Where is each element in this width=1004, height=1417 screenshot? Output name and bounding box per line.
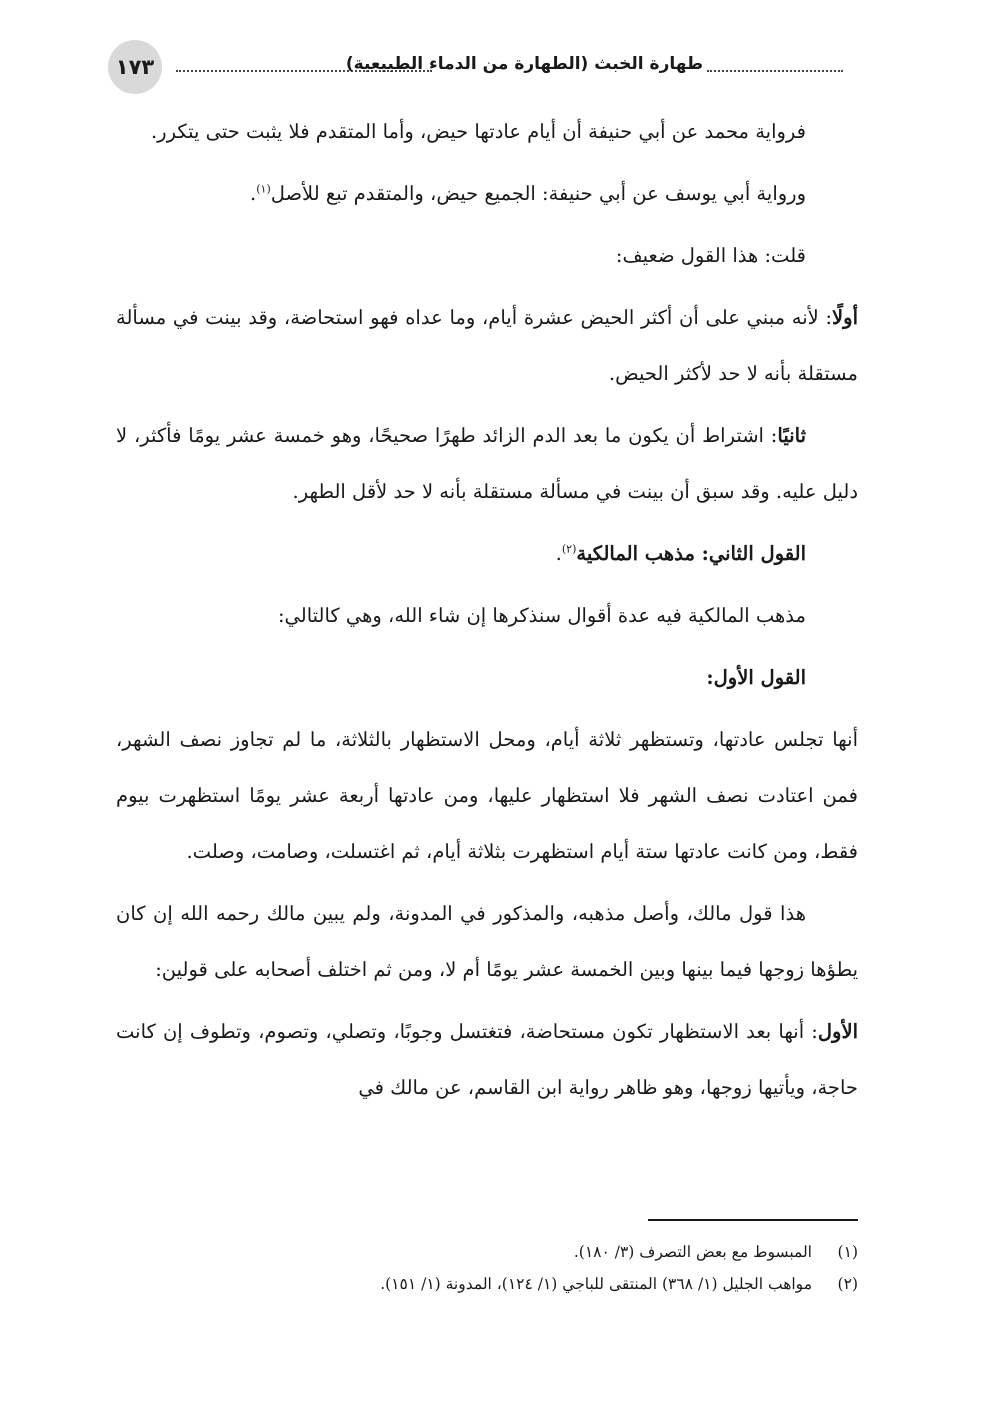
- paragraph-text: قلت: هذا القول ضعيف:: [615, 244, 806, 267]
- footnote: [116, 1268, 858, 1300]
- main-text: [116, 104, 858, 1122]
- paragraph-text: أنها تجلس عادتها، وتستظهر ثلاثة أيام، ومحل الاستظهار بالثلاثة، ما لم تجاوز نصف الشهر، فمن اعتادت نصف الشهر فلا استظهار عليها، ومن عادتها أربعة عشر يومًا استظهرت بيوم فقط، ومن كانت عادتها ستة أيام استظهرت بثلاثة أيام، ثم اغتسلت، وصامت، وصلت.: [116, 728, 858, 863]
- footnote-text: المبسوط مع بعض التصرف (٣/ ١٨٠).: [573, 1243, 812, 1261]
- paragraph-lead: أولًا: [832, 306, 858, 329]
- subsection-heading: [116, 650, 858, 706]
- header-dotted-leader-right: [707, 70, 843, 72]
- paragraph: [116, 886, 858, 998]
- page-header: [108, 40, 843, 96]
- paragraph-text: مذهب المالكية فيه عدة أقوال سنذكرها إن شاء الله، وهي كالتالي:: [277, 604, 806, 627]
- footnote-separator: [648, 1219, 858, 1221]
- paragraph-text: : أنها بعد الاستظهار تكون مستحاضة، فتغتسل وجوبًا، وتصلي، وتصوم، وتطوف إن كانت حاجة، ويأتيها زوجها، وهو ظاهر رواية ابن القاسم، عن مالك في: [116, 1020, 858, 1099]
- paragraph: [116, 228, 858, 284]
- footnotes: [116, 1236, 858, 1300]
- punctuation: .: [250, 182, 257, 205]
- paragraph: [116, 408, 858, 520]
- paragraph: [116, 1004, 858, 1116]
- paragraph-text: : لأنه مبني على أن أكثر الحيض عشرة أيام، وما عداه فهو استحاضة، وقد بينت في مسألة مستقلة بأنه لا حد لأكثر الحيض.: [116, 306, 858, 385]
- footnote-ref: (٢): [561, 542, 577, 556]
- running-title: طهارة الخبث (الطهارة من الدماء الطبيعية): [345, 54, 703, 74]
- heading-text: القول الثاني: مذهب المالكية: [576, 542, 806, 565]
- paragraph-text: ورواية أبي يوسف عن أبي حنيفة: الجميع حيض، والمتقدم تبع للأصل: [270, 182, 806, 205]
- paragraph: [116, 712, 858, 880]
- footnote-mark: (١): [837, 1243, 858, 1261]
- paragraph: [116, 166, 858, 222]
- section-heading: [116, 526, 858, 582]
- paragraph-text: : اشتراط أن يكون ما بعد الدم الزائد طهرًا صحيحًا، وهو خمسة عشر يومًا فأكثر، لا دليل عليه. وقد سبق أن بينت في مسألة مستقلة بأنه لا حد لأقل الطهر.: [116, 424, 858, 503]
- footnote-ref: (١): [256, 182, 271, 196]
- paragraph-lead: ثانيًا: [777, 424, 806, 447]
- heading-text: القول الأول:: [706, 666, 806, 689]
- punctuation: .: [555, 542, 562, 565]
- paragraph-text: هذا قول مالك، وأصل مذهبه، والمذكور في المدونة، ولم يبين مالك رحمه الله إن كان يطؤها زوجها فيما بينها وبين الخمسة عشر يومًا أم لا، ومن ثم اختلف أصحابه على قولين:: [116, 902, 858, 981]
- footnote: [116, 1236, 858, 1268]
- paragraph: [116, 588, 858, 644]
- footnote-text: مواهب الجليل (١/ ٣٦٨) المنتقى للباجي (١/ ١٢٤)، المدونة (١/ ١٥١).: [380, 1275, 812, 1293]
- paragraph: [116, 290, 858, 402]
- paragraph-lead: الأول: [817, 1020, 858, 1043]
- footnote-mark: (٢): [837, 1275, 858, 1293]
- page-number: ١٧٣: [108, 40, 162, 94]
- paragraph: [116, 104, 858, 160]
- paragraph-text: فرواية محمد عن أبي حنيفة أن أيام عادتها حيض، وأما المتقدم فلا يثبت حتى يتكرر.: [150, 120, 806, 143]
